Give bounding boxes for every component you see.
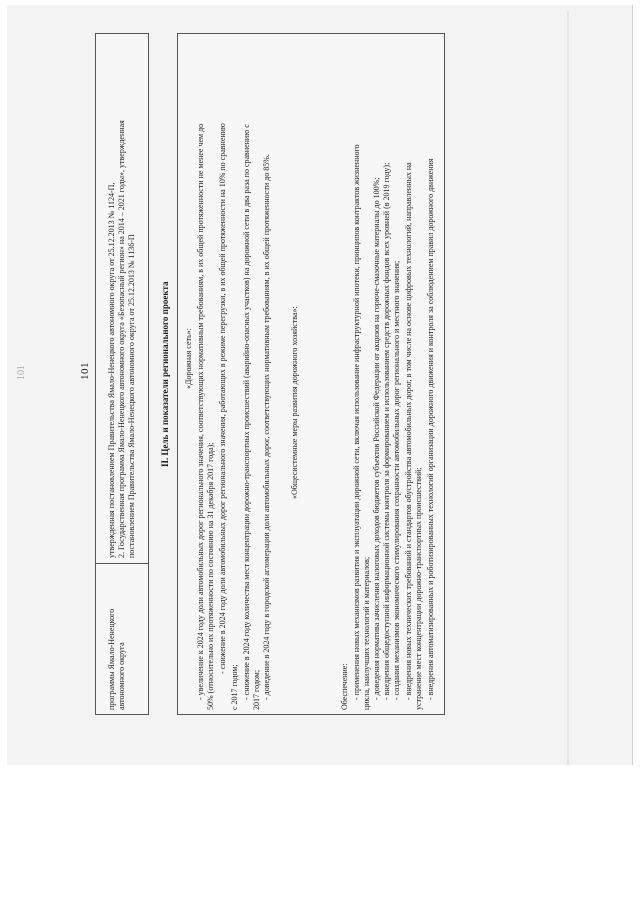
- program-ref-line3: постановлением Правительства Ямало-Ненецкого автономного округа от 25.12.2013 № 1136-П: [127, 234, 136, 558]
- table-divider: [96, 563, 148, 564]
- measure-line-3: - доведения норматива зачисления налоговых доходов бюджетов субъектов Российской Федерации от акцизов на горюче-смазочные материалы до 100%;: [372, 177, 381, 700]
- measure-line-6: - внедрения новых технических требований и стандартов обустройства автомобильных дорог, в том числе на основе цифровых технологий, направленных на: [404, 162, 413, 700]
- program-label-line2: автономного округа: [117, 642, 126, 710]
- goal-line-6: 2017 годом;: [252, 669, 261, 710]
- scanned-page: [7, 5, 633, 765]
- rotated-document: [16, 35, 439, 715]
- program-label-line1: программы Ямало-Ненецкого: [107, 608, 116, 710]
- measure-line-5: - создания механизмов экономического стимулирования сохранности автомобильных дорог регионального и местного значения;: [392, 260, 401, 700]
- systemic-measures-title: «Общесистемные меры развития дорожного хозяйства»:: [290, 306, 299, 499]
- goal-line-5: - снижение в 2024 году количества мест концентрации дорожно-транспортных происшествий (аварийно-опасных участков) на дорожной сети в два раза по сравнению с: [242, 124, 251, 700]
- road-network-title: «Дорожная сеть»:: [184, 328, 193, 389]
- measure-line-4: - внедрения общедоступной информационной системы контроля за формированием и использованием средств дорожных фондов всех уровней (в 2019 году);: [382, 162, 391, 700]
- measure-line-8: - внедрения автоматизированных и роботизированных технологий организации дорожного движения и контроля за соблюдением правил дорожного движения: [426, 158, 435, 700]
- measure-line-1: - применения новых механизмов развития и эксплуатации дорожной сети, включая использование инфраструктурной ипотеки, принципов контрактов жизненного: [352, 144, 361, 700]
- blank-margin: [0, 765, 640, 905]
- goal-line-3: - снижение в 2024 году доли автомобильных дорог регионального значения, работающих в режиме перегрузки, в их общей протяженности на 10% по сравнению: [218, 123, 227, 674]
- measure-line-2: цикла, наилучших технологий и материалов;: [362, 556, 371, 710]
- scan-fold-line: [567, 11, 569, 769]
- measure-line-7: устранение мест концентрации дорожно-транспортных происшествий;: [414, 467, 423, 710]
- goal-line-4: с 2017 годом;: [230, 664, 239, 710]
- program-ref-line2: 2. Государственная программа Ямало-Ненецкого автономного округа «Безопасный регион» на 2014 – 2021 годы», утвержденная: [117, 120, 126, 558]
- goal-line-1: - увеличение к 2024 году доли автомобильных дорог регионального значения, соответствующих нормативным требованиям, в их общей протяженности не менее чем до: [196, 123, 205, 700]
- page-number: 101: [79, 362, 91, 380]
- goal-line-7: - доведение в 2024 году в городской агломерации доли автомобильных дорог, соответствующих нормативным требованиям, в их общей протяженности до 85%.: [262, 154, 271, 700]
- program-ref-line1: утвержденная постановлением Правительства Ямало-Ненецкого автономного округа от 25.12.2013 № 1124-П,: [107, 182, 116, 558]
- goals-table: [177, 33, 445, 715]
- goal-line-2: 50% (относительно их протяженности по состоянию на 31 декабря 2017 года);: [206, 442, 215, 710]
- section-title: II. Цель и показатели регионального проекта: [160, 281, 170, 467]
- provision-label: Обеспечение:: [340, 663, 349, 710]
- program-reference-table: [95, 33, 149, 715]
- page-number-bleed: 101: [16, 365, 27, 380]
